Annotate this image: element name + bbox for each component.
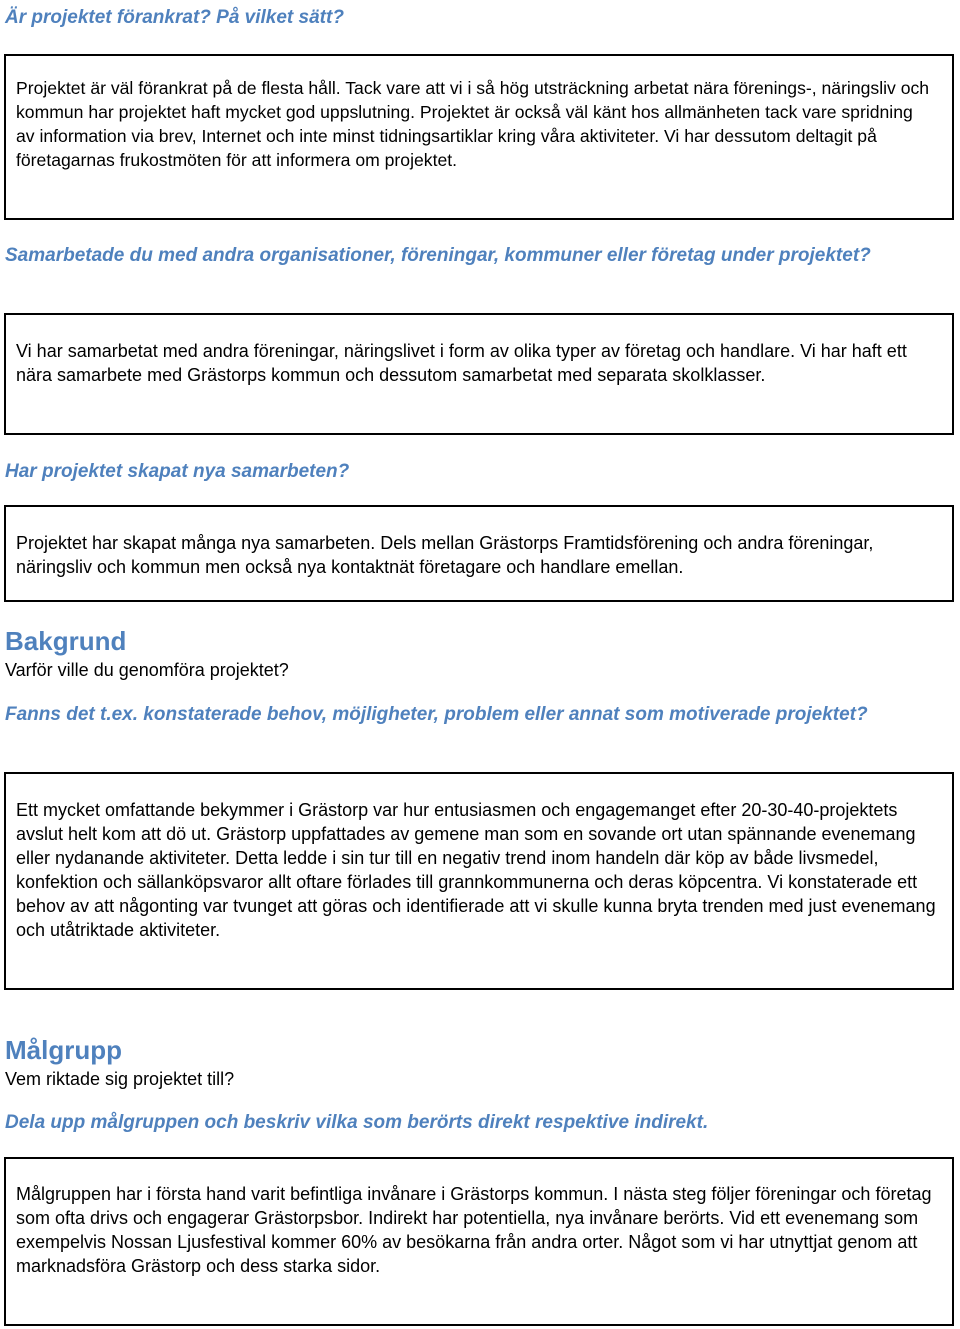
- answer-text-nya-samarbeten: Projektet har skapat många nya samarbeten. Dels mellan Grästorps Framtidsförening och andra föreningar, näringsliv och kommun men också nya kontaktnät företagare och handlare emellan.: [16, 533, 874, 577]
- subheading-bakgrund: Varför ville du genomföra projektet?: [5, 660, 289, 680]
- subheading-malgrupp: Vem riktade sig projektet till?: [5, 1069, 235, 1089]
- answer-text-bakgrund: Ett mycket omfattande bekymmer i Grästorp var hur entusiasmen och engagemanget efter 20-30-40-projektets avslut helt kom att dö ut. Grästorp uppfattades av gemene man som en sovande ort utan spännande evenemang eller nydanande aktiviteter. Detta ledde i sin tur till en negativ trend inom handeln där köp av både livsmedel, konfektion och sällanköpsvaror allt oftare förlades till grannkommunerna och deras köpcentra. Vi konstaterade ett behov av att någonting var tvunget att göras och identifierade att vi skulle kunna bryta trenden med just evenemang och utåtriktade aktiviteter.: [16, 800, 936, 940]
- answer-box-nya-samarbeten: [4, 505, 954, 602]
- question-nya-samarbeten: Har projektet skapat nya samarbeten?: [5, 461, 350, 482]
- answer-text-samarbete: Vi har samarbetat med andra föreningar, näringslivet i form av olika typer av företag och handlare. Vi har haft ett nära samarbete med Grästorps kommun och dessutom samarbetat med separata skolklasser.: [16, 341, 907, 385]
- question-samarbete: Samarbetade du med andra organisationer, föreningar, kommuner eller företag under projektet?: [5, 245, 871, 266]
- answer-box-malgrupp: [4, 1157, 954, 1326]
- answer-text-forankring: Projektet är väl förankrat på de flesta håll. Tack vare att vi i så hög utsträckning arbetat nära förenings-, näringsliv och kommun har projektet haft mycket god uppslutning. Projektet är också väl känt hos allmänheten tack vare spridning av information via brev, Internet och inte minst tidningsartiklar kring våra aktiviteter. Vi har dessutom deltagit på företagarnas frukostmöten för att informera om projektet.: [16, 78, 930, 170]
- answer-box-samarbete: [4, 313, 954, 435]
- question-malgrupp: Dela upp målgruppen och beskriv vilka som berörts direkt respektive indirekt.: [5, 1112, 709, 1133]
- answer-text-malgrupp: Målgruppen har i första hand varit befintliga invånare i Grästorps kommun. I nästa steg följer föreningar och företag som ofta drivs och engagerar Grästorpsbor. Indirekt har potentiella, nya invånare berörts. Vid ett evenemang som exempelvis Nossan Ljusfestival kommer 60% av besökarna från andra orter. Något som vi har utnyttjat genom att marknadsföra Grästorp och dess starka sidor.: [16, 1184, 932, 1276]
- heading-malgrupp: Målgrupp: [5, 1035, 122, 1065]
- answer-box-bakgrund: [4, 772, 954, 990]
- answer-box-forankring: [4, 54, 954, 220]
- heading-bakgrund: Bakgrund: [5, 626, 127, 656]
- question-bakgrund: Fanns det t.ex. konstaterade behov, möjligheter, problem eller annat som motiverade projektet?: [5, 704, 868, 725]
- question-forankring: Är projektet förankrat? På vilket sätt?: [5, 7, 344, 28]
